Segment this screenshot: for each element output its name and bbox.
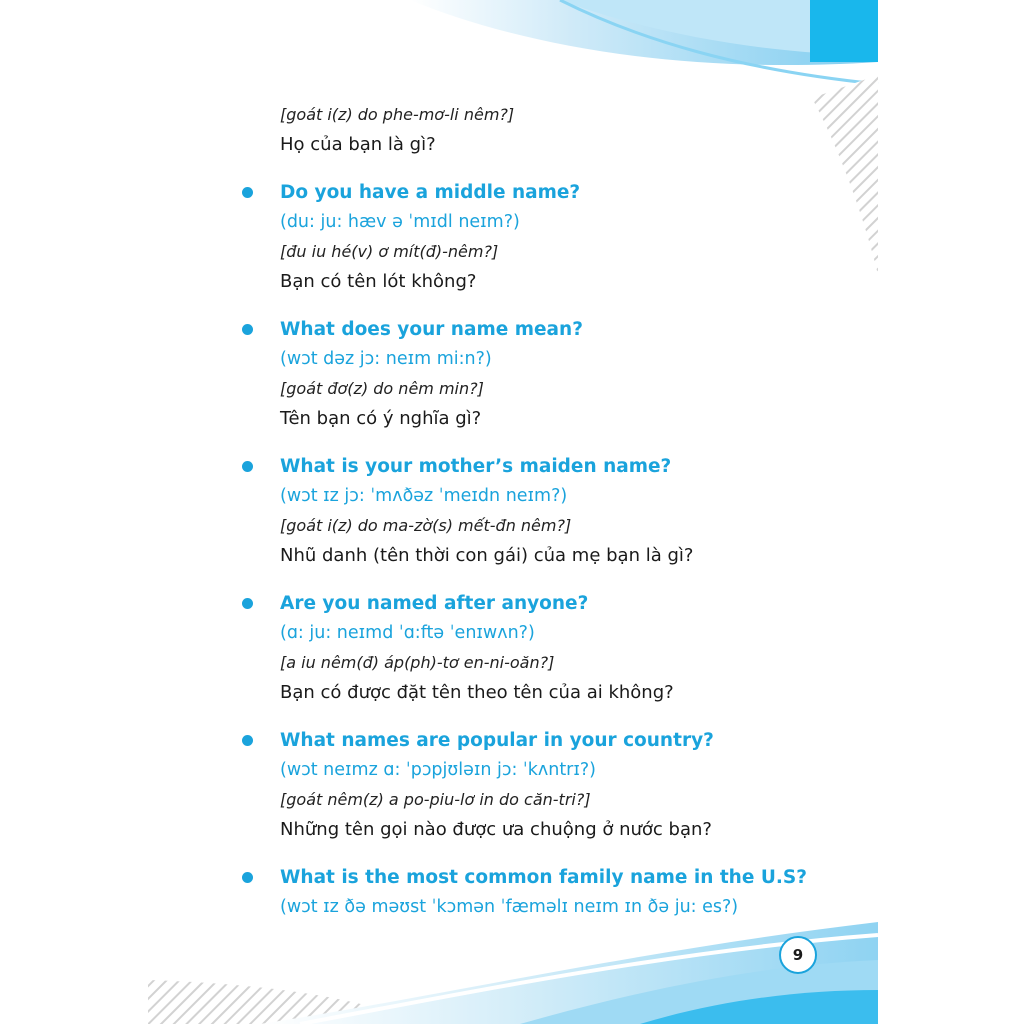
translation: Bạn có tên lót không?: [280, 270, 477, 292]
question: What is your mother’s maiden name?: [280, 456, 672, 477]
translation: Tên bạn có ý nghĩa gì?: [280, 407, 482, 429]
bullet-icon: [242, 735, 253, 746]
transliteration: [a iu nêm(đ) áp(ph)-tơ en-ni-oăn?]: [280, 653, 555, 672]
transliteration: [goát đơ(z) do nêm min?]: [280, 379, 484, 398]
ipa-pronunciation: (wɔt ɪz jɔ: ˈmʌðəz ˈmeɪdn neɪm?): [280, 485, 568, 506]
phrase-entry: [280, 315, 840, 433]
ipa-pronunciation: (wɔt neɪmz ɑ: ˈpɔpjʊləɪn jɔ: ˈkʌntrɪ?): [280, 759, 596, 780]
transliteration: [goát nêm(z) a po-piu-lơ in do căn-tri?]: [280, 790, 591, 809]
question: What names are popular in your country?: [280, 730, 714, 751]
transliteration: [đu iu hé(v) ơ mít(đ)-nêm?]: [280, 242, 499, 261]
bullet-icon: [242, 461, 253, 472]
question: Do you have a middle name?: [280, 182, 581, 203]
ipa-pronunciation: (ɑ: ju: neɪmd ˈɑ:ftə ˈenɪwʌn?): [280, 622, 535, 643]
transliteration: [goát i(z) do ma-zờ(s) mết-đn nêm?]: [280, 516, 572, 535]
ipa-pronunciation: (wɔt dəz jɔ: neɪm mi:n?): [280, 348, 492, 369]
question: What is the most common family name in the U.S?: [280, 867, 807, 888]
page-number-badge: 9: [779, 936, 817, 974]
translation: Nhũ danh (tên thời con gái) của mẹ bạn là gì?: [280, 544, 694, 566]
bullet-icon: [242, 324, 253, 335]
bottom-wave-decoration: [148, 922, 878, 1024]
phrase-list: [280, 100, 840, 922]
phrase-entry: [280, 178, 840, 296]
translation: Những tên gọi nào được ưa chuộng ở nước bạn?: [280, 818, 712, 840]
translation: Họ của bạn là gì?: [280, 133, 436, 155]
bullet-icon: [242, 187, 253, 198]
translation: Bạn có được đặt tên theo tên của ai không?: [280, 681, 674, 703]
phrase-entry: [280, 452, 840, 570]
phrase-entry: [280, 863, 840, 922]
continuation-block: [280, 100, 840, 159]
phrase-entry: [280, 589, 840, 707]
transliteration: [goát i(z) do phe-mơ-li nêm?]: [280, 105, 515, 124]
ipa-pronunciation: (wɔt ɪz ðə məʊst ˈkɔmən ˈfæməlɪ neɪm ɪn ðə ju: es?): [280, 896, 739, 917]
bullet-icon: [242, 872, 253, 883]
bullet-icon: [242, 598, 253, 609]
phrase-entry: [280, 726, 840, 844]
question: What does your name mean?: [280, 319, 583, 340]
question: Are you named after anyone?: [280, 593, 589, 614]
ipa-pronunciation: (du: ju: hæv ə ˈmɪdl neɪm?): [280, 211, 520, 232]
